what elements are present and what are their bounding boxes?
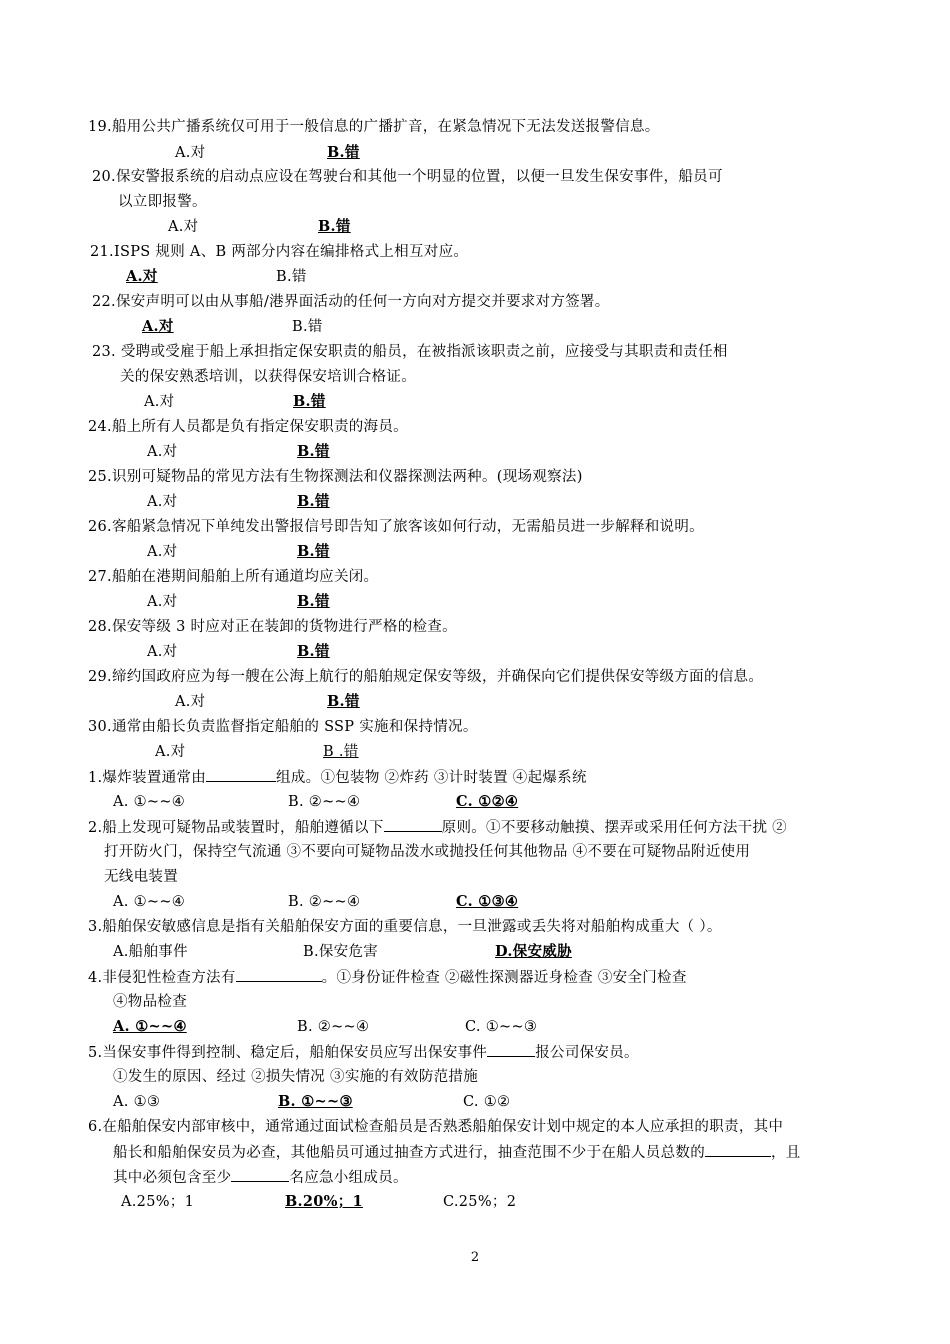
answer-option-b: B.错	[327, 693, 360, 710]
fill-blank	[487, 1042, 535, 1057]
question-text: 5.当保安事件得到控制、稳定后，船舶保安员应写出保安事件	[88, 1045, 488, 1061]
question-29: 29.缔约国政府应为每一艘在公海上航行的船舶规定保安等级，并确保向它们提供保安等级方面的信息。	[88, 669, 764, 685]
option-b: B. ②~~④	[297, 1019, 370, 1035]
question-text: 4.非侵犯性检查方法有	[88, 970, 236, 986]
answer-option-b: B.错	[293, 393, 326, 410]
question-text: ，且	[771, 1145, 801, 1161]
question-text: 组成。①包装物 ②炸药 ③计时装置 ④起爆系统	[276, 770, 587, 786]
question-text: 1.爆炸装置通常由	[88, 770, 207, 786]
fill-blank	[236, 967, 322, 982]
question-text: 报公司保安员。	[535, 1045, 639, 1061]
question-19: 19.船用公共广播系统仅可用于一般信息的广播扩音，在紧急情况下无法发送报警信息。	[88, 119, 660, 135]
answer-option-b: B.错	[297, 593, 330, 610]
question-26: 26.客船紧急情况下单纯发出警报信号即告知了旅客该如何行动，无需船员进一步解释和说明。	[88, 519, 704, 535]
fill-blank	[384, 817, 442, 832]
mc-question-6: 6.在船舶保安内部审核中，通常通过面试检查船员是否熟悉船舶保安计划中规定的本人应承担的职责，其中	[88, 1119, 784, 1135]
mc-question-2	[88, 817, 787, 838]
answer-option-b: B.错	[297, 543, 330, 560]
question-23-cont: 关的保安熟悉培训，以获得保安培训合格证。	[120, 369, 416, 385]
option-c: C.25%；2	[443, 1194, 517, 1210]
option-a: A.对	[175, 694, 206, 710]
mc-question-5	[88, 1042, 639, 1063]
answer-option-a: A. ①~~④	[113, 1018, 187, 1035]
option-a: A.对	[147, 544, 178, 560]
answer-option-b: B .错	[323, 744, 359, 760]
answer-option-a: A.对	[142, 318, 174, 335]
mc-question-2-line2: 打开防火门，保持空气流通 ③不要向可疑物品泼水或抛投任何其他物品 ④不要在可疑物品附近使用	[104, 844, 751, 860]
option-a: A.船舶事件	[113, 944, 188, 960]
option-a: A.对	[168, 219, 199, 235]
question-25: 25.识别可疑物品的常见方法有生物探测法和仪器探测法两种。(现场观察法)	[88, 469, 583, 485]
option-a: A.对	[155, 744, 186, 760]
answer-option-c: C. ①③④	[456, 893, 519, 910]
option-b: B.错	[276, 269, 307, 285]
page-number: 2	[470, 1250, 480, 1265]
question-24: 24.船上所有人员都是负有指定保安职责的海员。	[88, 419, 408, 435]
option-b: B.保安危害	[303, 944, 379, 960]
answer-option-b: B.错	[297, 443, 330, 460]
answer-option-a: A.对	[126, 268, 158, 285]
answer-option-b: B.错	[318, 218, 351, 235]
question-text: 名应急小组成员。	[289, 1170, 408, 1186]
option-a: A.对	[147, 644, 178, 660]
mc-question-4-line2: ④物品检查	[113, 994, 187, 1010]
fill-blank	[231, 1167, 289, 1182]
option-a: A.对	[144, 394, 175, 410]
question-22: 22.保安声明可以由从事船/港界面活动的任何一方向对方提交并要求对方签署。	[92, 294, 610, 310]
mc-question-4	[88, 967, 687, 988]
mc-question-1	[88, 767, 587, 788]
answer-option-c: C. ①②④	[456, 793, 519, 810]
option-b: B.错	[292, 319, 323, 335]
fill-blank	[206, 767, 276, 782]
question-27: 27.船舶在港期间船舶上所有通道均应关闭。	[88, 569, 379, 585]
option-a: A. ①~~④	[113, 894, 186, 910]
option-c: C. ①②	[463, 1094, 511, 1110]
answer-option-b: B.错	[327, 144, 360, 161]
mc-question-2-line3: 无线电装置	[104, 869, 178, 885]
question-28: 28.保安等级 3 时应对正在装卸的货物进行严格的检查。	[88, 619, 457, 635]
option-c: C. ①~~③	[465, 1019, 538, 1035]
question-text: 。①身份证件检查 ②磁性探测器近身检查 ③安全门检查	[321, 970, 687, 986]
question-text: 原则。①不要移动触摸、摆弄或采用任何方法干扰 ②	[441, 820, 787, 836]
mc-question-5-line2: ①发生的原因、经过 ②损失情况 ③实施的有效防范措施	[113, 1069, 479, 1085]
mc-question-3: 3.船舶保安敏感信息是指有关船舶保安方面的重要信息，一旦泄露或丢失将对船舶构成重大（ ）。	[88, 919, 722, 935]
option-a: A.对	[147, 444, 178, 460]
question-text: 2.船上发现可疑物品或装置时，船舶遵循以下	[88, 820, 384, 836]
answer-option-b: B. ①~~③	[278, 1093, 353, 1110]
answer-option-d: D.保安威胁	[495, 943, 572, 960]
question-20-cont: 以立即报警。	[118, 194, 207, 210]
option-b: B. ②~~④	[288, 894, 361, 910]
fill-blank	[705, 1142, 771, 1157]
answer-option-b: B.错	[297, 643, 330, 660]
option-a: A.25%；1	[121, 1194, 195, 1210]
question-30: 30.通常由船长负责监督指定船舶的 SSP 实施和保持情况。	[88, 719, 478, 735]
option-a: A. ①③	[113, 1094, 161, 1110]
mc-question-6-line3	[113, 1167, 408, 1188]
question-21: 21.ISPS 规则 A、B 两部分内容在编排格式上相互对应。	[90, 244, 469, 260]
option-a: A.对	[175, 145, 206, 161]
answer-option-b: B.错	[297, 493, 330, 510]
option-a: A. ①~~④	[113, 794, 186, 810]
option-a: A.对	[147, 494, 178, 510]
answer-option-b: B.20%；1	[285, 1193, 363, 1210]
question-20: 20.保安警报系统的启动点应设在驾驶台和其他一个明显的位置，以便一旦发生保安事件，船员可	[92, 169, 723, 185]
option-a: A.对	[147, 594, 178, 610]
question-text: 其中必须包含至少	[113, 1170, 232, 1186]
mc-question-6-line2	[113, 1142, 801, 1163]
question-23: 23. 受聘或受雇于船上承担指定保安职责的船员，在被指派该职责之前，应接受与其职责和责任相	[92, 344, 728, 360]
option-b: B. ②~~④	[288, 794, 361, 810]
question-text: 船长和船舶保安员为必查，其他船员可通过抽查方式进行，抽查范围不少于在船人员总数的	[113, 1145, 705, 1161]
